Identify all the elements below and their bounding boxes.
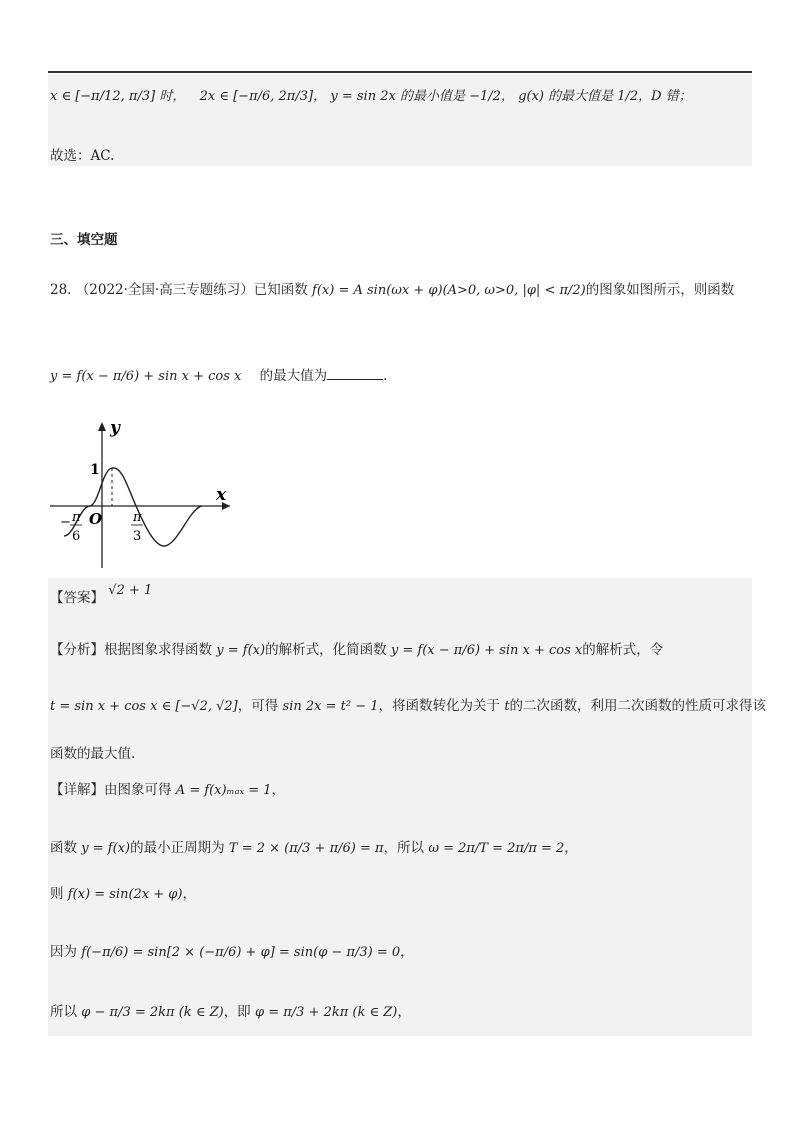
question-stem-text-2: 的图象如图所示，则函数 <box>585 282 735 298</box>
analysis-expr-4: sin 2x = t² − 1 <box>282 699 379 714</box>
question-number: 28. <box>50 282 72 298</box>
analysis-line-1 <box>50 640 663 661</box>
detail-step2-expr-2: T = 2 × (π/3 + π/6) = π <box>228 841 384 856</box>
question-stem-text-1: 已知函数 <box>253 282 308 298</box>
detail-step4-expr: f(−π/6) = sin[2 × (−π/6) + φ] = sin(φ − π/3) = 0 <box>81 945 401 960</box>
detail-step2-expr-1: y = f(x) <box>81 841 131 856</box>
detail-step2-mid2: ，所以 <box>383 840 425 856</box>
question-target-expr: y = f(x − π/6) + sin x + cos x <box>50 369 242 384</box>
question-target <box>50 366 387 387</box>
detail-step1-end: ， <box>271 782 286 798</box>
detail-step2-end: ， <box>564 840 578 856</box>
analysis-text-1: 根据图象求得函数 <box>104 642 212 658</box>
analysis-expr-1: y = f(x) <box>216 643 266 658</box>
analysis-text-4: ，可得 <box>237 698 279 714</box>
question-source: （2022·全国·高三专题练习） <box>75 282 254 298</box>
previous-conclusion: 故选：AC. <box>50 148 115 164</box>
left-zero-sign: − <box>60 515 71 530</box>
detail-step4-text: 因为 <box>50 944 77 960</box>
max-value-expr: g(x) 的最大值是 1/2，D 错； <box>518 89 692 104</box>
detail-step-2 <box>50 838 578 859</box>
question-stem-text-3: 的最大值为 <box>259 368 328 384</box>
detail-step3-text: 则 <box>50 886 64 902</box>
analysis-expr-3: t = sin x + cos x ∈ [−√2, √2] <box>50 699 238 714</box>
origin-label: O <box>89 510 103 528</box>
detail-step-5 <box>50 1002 411 1023</box>
right-zero-numerator: π <box>133 510 142 525</box>
y-axis-arrow <box>98 422 106 431</box>
x-axis-label: x <box>216 485 227 505</box>
answer-value: √2 + 1 <box>108 583 153 598</box>
top-rule <box>48 71 752 73</box>
question-stem <box>50 280 734 301</box>
previous-solution-line <box>50 86 692 107</box>
detail-step-1 <box>50 780 285 801</box>
detail-step5-mid: ，即 <box>223 1004 251 1020</box>
detail-step5-end: ， <box>397 1004 411 1020</box>
detail-step2-text: 函数 <box>50 840 77 856</box>
analysis-line-2 <box>50 696 766 717</box>
y-axis-label: y <box>110 418 120 438</box>
detail-step5-expr-1: φ − π/3 = 2kπ (k ∈ Z) <box>81 1005 224 1020</box>
analysis-label: 【分析】 <box>50 642 104 658</box>
answer-label: 【答案】 <box>50 590 104 606</box>
analysis-text-6: 的二次函数，利用二次函数的性质可求得该 <box>509 698 767 714</box>
function-graph <box>44 418 244 578</box>
question-stem-end: . <box>383 368 388 384</box>
detail-step-3 <box>50 884 196 905</box>
left-zero-numerator: π <box>72 510 81 525</box>
detail-label: 【详解】 <box>50 782 104 798</box>
peak-label: 1 <box>90 462 100 478</box>
detail-step5-text: 所以 <box>50 1004 77 1020</box>
right-zero-denominator: 3 <box>133 529 142 544</box>
analysis-text-5: ，将函数转化为关于 <box>378 698 501 714</box>
answer-blank <box>327 367 383 380</box>
answer-line <box>50 583 153 609</box>
detail-step3-end: ， <box>182 886 196 902</box>
section-title: 三、填空题 <box>50 232 118 248</box>
detail-step2-expr-3: ω = 2π/T = 2π/π = 2 <box>428 841 565 856</box>
detail-step-4 <box>50 942 414 963</box>
interval-x-expr: x ∈ [−π/12, π/3] 时， <box>50 89 186 104</box>
analysis-line-3: 函数的最大值. <box>50 746 136 762</box>
min-value-expr: y = sin 2x 的最小值是 −1/2， <box>330 89 514 104</box>
detail-step3-expr: f(x) = sin(2x + φ) <box>67 887 183 902</box>
interval-2x-expr: 2x ∈ [−π/6, 2π/3]， <box>199 89 327 104</box>
question-function-expr: f(x) = A sin(ωx + φ)(A>0, ω>0, |φ| < π/2) <box>312 283 586 298</box>
analysis-expr-5: t <box>504 699 510 714</box>
left-zero-denominator: 6 <box>72 529 81 544</box>
analysis-expr-2: y = f(x − π/6) + sin x + cos x <box>390 643 583 658</box>
detail-step1-text: 由图象可得 <box>104 782 172 798</box>
analysis-text-2: 的解析式，化简函数 <box>265 642 387 658</box>
detail-step2-mid: 的最小正周期为 <box>130 840 225 856</box>
detail-step4-end: ， <box>400 944 414 960</box>
detail-step5-expr-2: φ = π/3 + 2kπ (k ∈ Z) <box>254 1005 398 1020</box>
detail-step1-expr: A = f(x)ₘₐₓ = 1 <box>175 783 272 798</box>
analysis-text-3: 的解析式，令 <box>582 642 664 658</box>
